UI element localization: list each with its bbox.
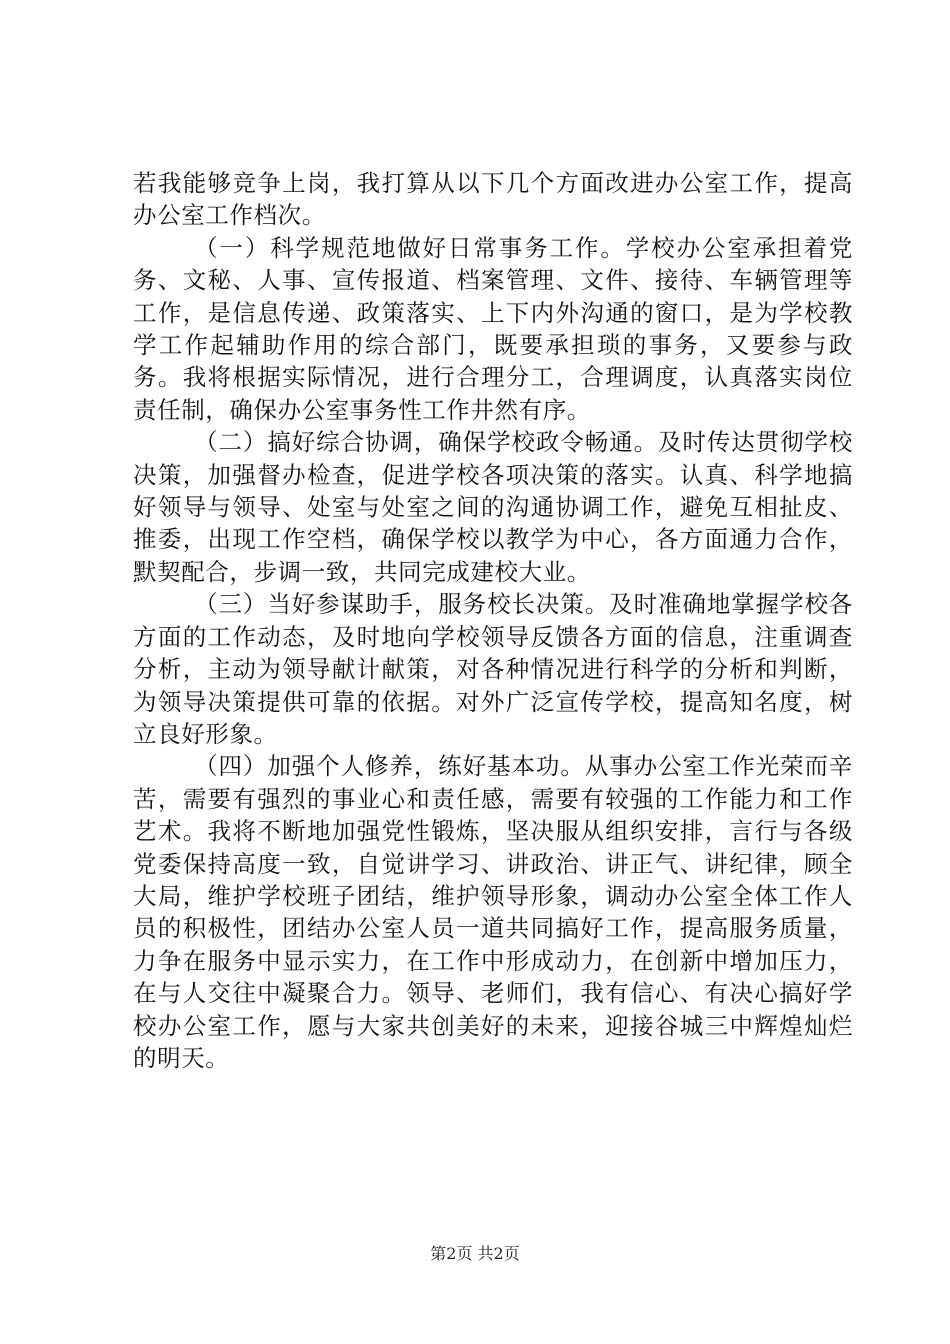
paragraph-section-1: （一）科学规范地做好日常事务工作。学校办公室承担着党务、文秘、人事、宣传报道、档案管理、文件、接待、车辆管理等工作，是信息传递、政策落实、上下内外沟通的窗口，是为学校教学工作起辅助作用的综合部门，既要承担琐的事务，又要参与政务。我将根据实际情况，进行合理分工，合理调度，认真落实岗位责任制，确保办公室事务性工作井然有序。: [133, 233, 853, 424]
paragraph-section-3: （三）当好参谋助手，服务校长决策。及时准确地掌握学校各方面的工作动态，及时地向学校领导反馈各方面的信息，注重调查分析，主动为领导献计献策，对各种情况进行科学的分析和判断，为领导决策提供可靠的依据。对外广泛宣传学校，提高知名度，树立良好形象。: [133, 590, 853, 748]
paragraph-intro: 若我能够竞争上岗，我打算从以下几个方面改进办公室工作，提高办公室工作档次。: [133, 169, 853, 230]
document-body: [133, 167, 853, 1074]
paragraph-section-4: （四）加强个人修养，练好基本功。从事办公室工作光荣而辛苦，需要有强烈的事业心和责任感，需要有较强的工作能力和工作艺术。我将不断地加强党性锻炼，坚决服从组织安排，言行与各级党委保持高度一致，自觉讲学习、讲政治、讲正气、讲纪律，顾全大局，维护学校班子团结，维护领导形象，调动办公室全体工作人员的积极性，团结办公室人员一道共同搞好工作，提高服务质量，力争在服务中显示实力，在工作中形成动力，在创新中增加压力，在与人交往中凝聚合力。领导、老师们，我有信心、有决心搞好学校办公室工作，愿与大家共创美好的未来，迎接谷城三中辉煌灿烂的明天。: [133, 752, 853, 1072]
paragraph-section-2: （二）搞好综合协调，确保学校政令畅通。及时传达贯彻学校决策，加强督办检查，促进学校各项决策的落实。认真、科学地搞好领导与领导、处室与处室之间的沟通协调工作，避免互相扯皮、推委，出现工作空档，确保学校以教学为中心，各方面通力合作，默契配合，步调一致，共同完成建校大业。: [133, 428, 853, 586]
page-number-footer: 第2页 共2页: [430, 1244, 520, 1263]
